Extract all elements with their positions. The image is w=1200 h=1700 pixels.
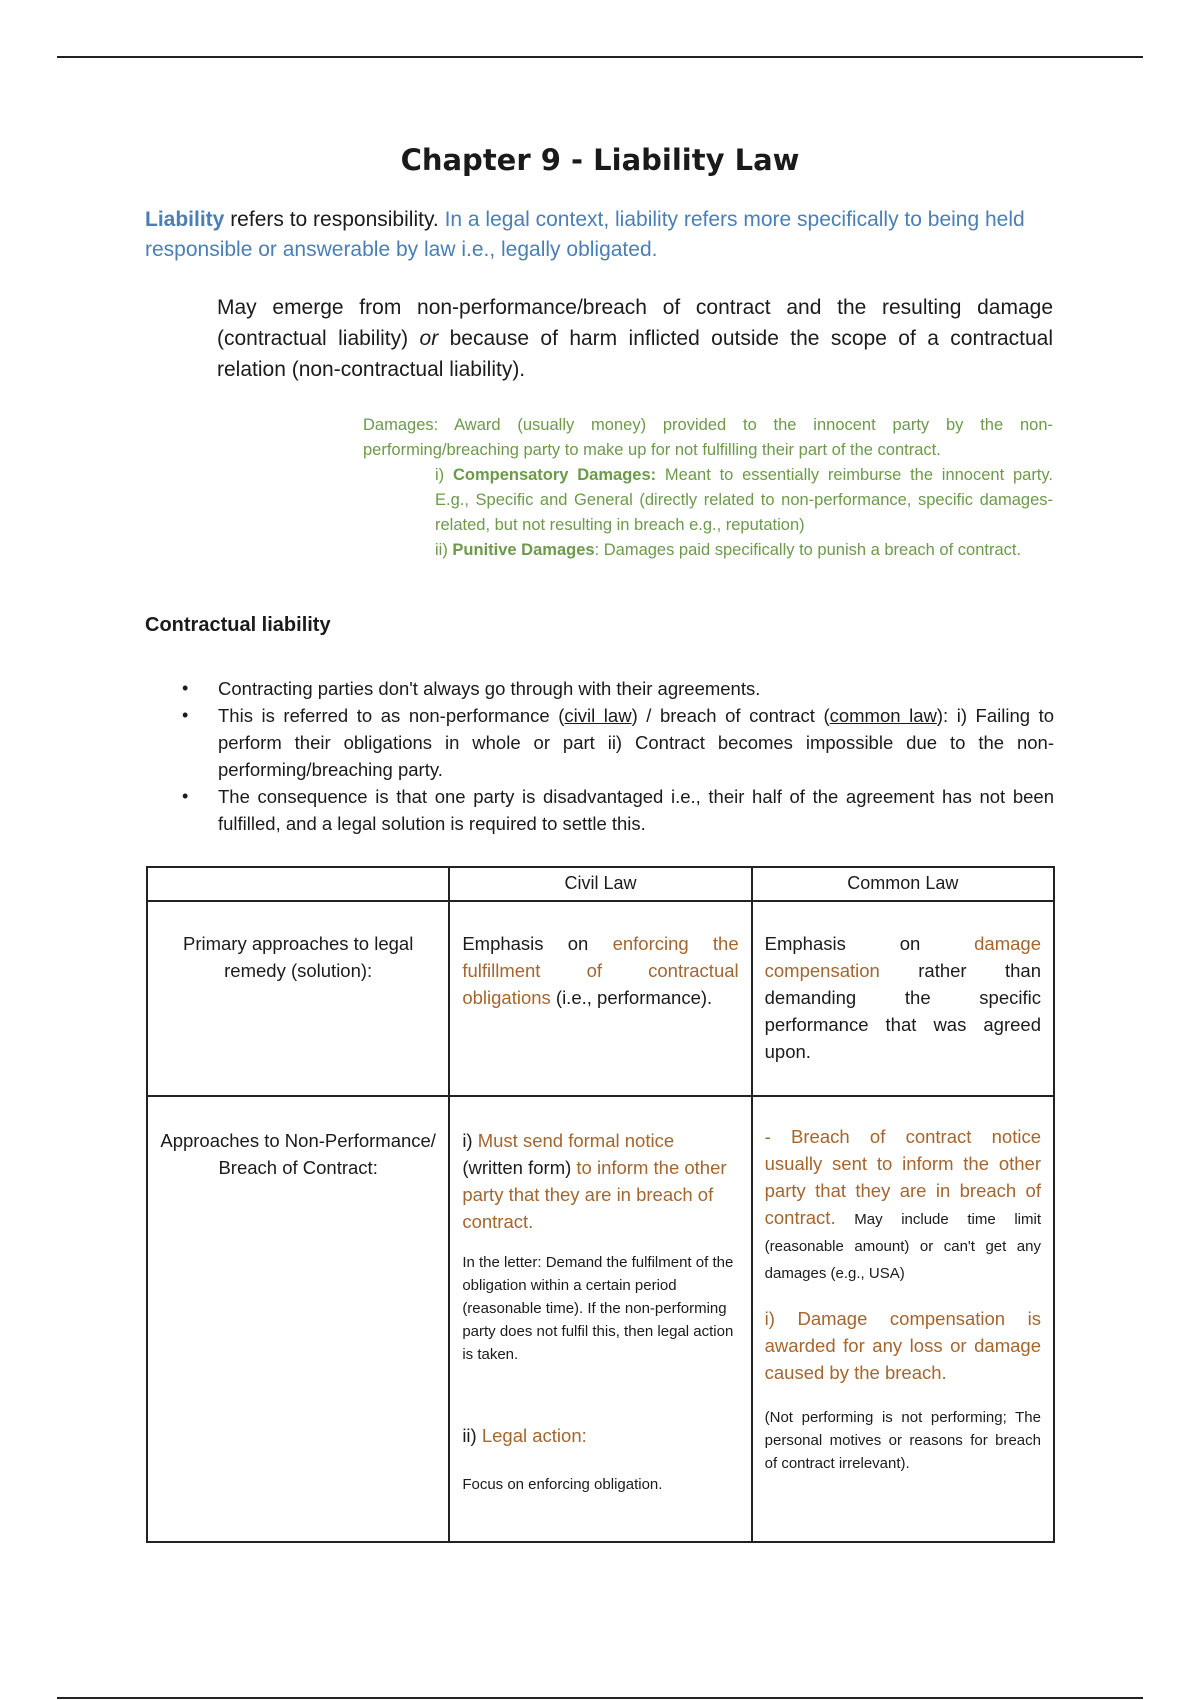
cell-text: Emphasis on	[764, 933, 975, 954]
bullet-icon: •	[182, 705, 189, 725]
common-compensation	[765, 1305, 1041, 1386]
punitive-damages	[435, 538, 1053, 563]
common-notice	[765, 1123, 1041, 1285]
table-header-row	[147, 867, 1054, 901]
civil-legal-action	[462, 1422, 738, 1449]
intro-text: refers to responsibility.	[224, 208, 445, 231]
para-text-2: because of harm inflicted outside the scope of a contractual relation (non-contractual liability).	[217, 327, 1053, 381]
pun-text: : Damages paid specifically to punish a breach of contract.	[594, 541, 1022, 559]
cell-highlight: to inform the other party that they are in breach of contract.	[462, 1157, 727, 1232]
civil-remedy-cell	[449, 901, 751, 1096]
cell-text: May include time limit (reasonable amount) or can't get any damages (e.g., USA)	[764, 1211, 1041, 1282]
liability-origin-paragraph	[217, 292, 1053, 385]
cell-text: Emphasis on	[462, 933, 613, 954]
page-title: Chapter 9 - Liability Law	[400, 143, 800, 177]
header-empty	[147, 867, 449, 901]
cell-text: i)	[764, 1308, 798, 1329]
bullet-text: Contracting parties don't always go through with their agreements.	[218, 678, 761, 699]
comp-prefix: i)	[435, 466, 453, 484]
bullet-icon: •	[182, 678, 189, 698]
pun-prefix: ii)	[435, 541, 453, 559]
civil-breach-cell	[449, 1096, 751, 1542]
civil-focus-note: Focus on enforcing obligation.	[462, 1476, 663, 1493]
para-text-1: May emerge from non-performance/breach of contract and the resulting damage (contractual liability)	[217, 296, 1053, 350]
list-item	[178, 783, 1054, 837]
cell-highlight: - Breach of contract notice usually sent to inform the other party that they are in breach of contract.	[764, 1126, 1041, 1228]
bottom-rule	[57, 1697, 1143, 1699]
common-remedy-cell	[752, 901, 1054, 1096]
row-label: Approaches to Non-Performance/ Breach of Contract:	[147, 1096, 449, 1542]
header-common-law: Common Law	[752, 867, 1054, 901]
intro-definition: In a legal context, liability refers more specifically to being held responsible or answerable by law i.e., legally obligated.	[145, 208, 1025, 261]
civil-notice	[462, 1127, 738, 1235]
cell-text: rather than demanding the specific performance that was agreed upon.	[764, 960, 1041, 1062]
contractual-liability-heading: Contractual liability	[145, 614, 331, 636]
common-breach-cell	[752, 1096, 1054, 1542]
cell-text: ii)	[462, 1425, 482, 1446]
damages-note	[363, 413, 1053, 563]
common-note: (Not performing is not performing; The personal motives or reasons for breach of contract irrelevant).	[764, 1409, 1041, 1472]
list-item	[178, 675, 1054, 702]
cell-text: (written form)	[462, 1157, 577, 1178]
table-row	[147, 1096, 1054, 1542]
cell-highlight: Must send formal notice	[477, 1130, 675, 1151]
bullet-text: ) / breach of contract (	[631, 705, 830, 726]
comparison-table	[146, 866, 1055, 1543]
cell-text: (i.e., performance).	[550, 987, 713, 1008]
pun-term: Punitive Damages	[452, 541, 595, 559]
header-civil-law: Civil Law	[449, 867, 751, 901]
intro-term: Liability	[145, 208, 225, 231]
bullet-text: The consequence is that one party is disadvantaged i.e., their half of the agreement has not been fulfilled, and a legal solution is required to settle this.	[218, 786, 1054, 834]
intro-paragraph	[145, 205, 1045, 265]
civil-letter-note: In the letter: Demand the fulfilment of the obligation within a certain period (reasonable time). If the non-performing party does not fulfil this, then legal action is taken.	[462, 1254, 734, 1363]
list-item	[178, 702, 1054, 783]
contractual-bullets	[178, 675, 1054, 837]
damages-intro: Damages: Award (usually money) provided to the innocent party by the non-performing/breaching party to make up for not fulfilling their part of the contract.	[363, 416, 1053, 459]
cell-highlight: enforcing the fulfillment of contractual obligations	[462, 933, 739, 1008]
cell-highlight: Damage compensation is awarded for any loss or damage caused by the breach.	[764, 1308, 1041, 1383]
bullet-text: ): i) Failing to perform their obligations in whole or part ii) Contract becomes impossible due to the non-performing/breaching party.	[218, 705, 1055, 780]
bullet-icon: •	[182, 786, 189, 806]
common-law-term: common law	[829, 705, 937, 726]
para-italic: or	[419, 327, 439, 350]
bullet-text: This is referred to as non-performance (	[218, 705, 565, 726]
cell-highlight: Legal action:	[481, 1425, 587, 1446]
compensatory-damages	[435, 463, 1053, 538]
comp-text: Meant to essentially reimburse the innocent party. E.g., Specific and General (directly related to non-performance, specific damages- related, but not resulting in breach e.g., reputation)	[435, 466, 1054, 534]
top-rule	[57, 56, 1143, 58]
civil-law-term: civil law	[564, 705, 632, 726]
cell-highlight: damage compensation	[764, 933, 1041, 981]
row-label: Primary approaches to legal remedy (solution):	[147, 901, 449, 1096]
cell-text: i)	[462, 1130, 478, 1151]
table-row	[147, 901, 1054, 1096]
comp-term: Compensatory Damages:	[452, 466, 657, 484]
